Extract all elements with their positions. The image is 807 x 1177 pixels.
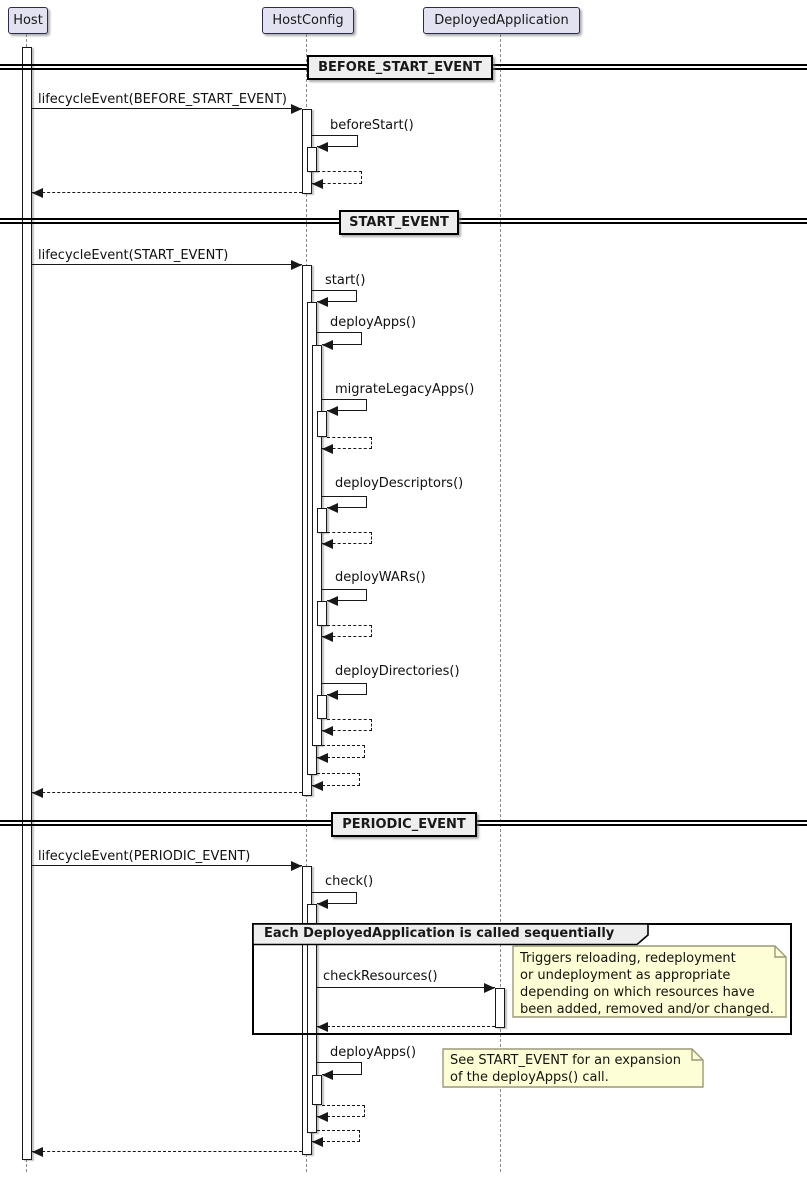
self-return-line <box>322 745 365 746</box>
self-return-line <box>327 532 372 533</box>
participant-hostconfig <box>262 7 354 34</box>
self-call-arrowhead <box>317 899 328 909</box>
hostconfig-activation-periodic-3 <box>312 1075 322 1105</box>
note-trigger-line2: or undeployment as appropriate <box>520 968 731 983</box>
msg-lifecycle-periodic-label: lifecycleEvent(PERIODIC_EVENT) <box>38 849 251 864</box>
group-frame-title: Each DeployedApplication is called sequentially <box>264 926 615 941</box>
self-call-arrowhead <box>327 503 338 513</box>
hostconfig-activation-start-4c <box>317 601 327 626</box>
self-call-arrowhead <box>322 1070 333 1080</box>
msg-deploy-directories-label: deployDirectories() <box>335 664 460 679</box>
divider-before-start-event <box>307 55 493 80</box>
self-return-line <box>317 1130 360 1131</box>
self-call-line <box>322 496 367 497</box>
participant-host-label: Host <box>13 13 43 28</box>
self-call-arrowhead <box>327 596 338 606</box>
return-to-host-periodic <box>32 1151 302 1152</box>
self-return-line <box>327 719 372 720</box>
self-return-arrowhead <box>322 632 333 642</box>
hostconfig-activation-start-4a <box>317 411 327 437</box>
self-call-arrowhead <box>322 340 333 350</box>
note-trigger-text <box>520 950 774 1018</box>
note-trigger-line3: depending on which resources have <box>520 985 755 1000</box>
host-activation-bar <box>22 47 32 1160</box>
self-call-line <box>317 332 362 333</box>
msg-check-resources-return <box>317 1026 495 1027</box>
hostconfig-activation-start-3 <box>312 345 322 746</box>
self-return-arrowhead <box>312 179 323 189</box>
return-to-host-before <box>32 192 302 193</box>
hostconfig-activation-start-4d <box>317 695 327 719</box>
self-call-line <box>317 1062 362 1063</box>
self-call-line <box>322 589 367 590</box>
hostconfig-activation-start-4b <box>317 508 327 533</box>
self-call-arrowhead <box>327 690 338 700</box>
msg-check-resources-label: checkResources() <box>323 969 438 984</box>
self-return-arrowhead <box>322 539 333 549</box>
hostconfig-activation-before-2 <box>307 147 317 172</box>
self-call-line <box>312 290 357 291</box>
note-see-start-line1: See START_EVENT for an expansion <box>450 1053 681 1068</box>
self-call-line <box>312 892 357 893</box>
participant-deployedapplication-label: DeployedApplication <box>434 13 569 28</box>
self-call-line <box>322 399 367 400</box>
participant-deployedapplication <box>423 7 580 34</box>
msg-lifecycle-periodic-arrowhead <box>291 861 302 871</box>
self-return-arrowhead <box>317 1112 328 1122</box>
divider-periodic-label: PERIODIC_EVENT <box>342 817 466 832</box>
msg-check-resources-arrowhead <box>484 983 495 993</box>
note-see-start-text <box>450 1052 681 1086</box>
self-return-arrowhead <box>312 781 323 791</box>
self-return-arrowhead <box>312 1137 323 1147</box>
msg-before-start-label: beforeStart() <box>330 118 414 133</box>
self-call-arrowhead <box>317 142 328 152</box>
msg-check-resources-line <box>317 987 495 988</box>
self-return-arrowhead <box>317 753 328 763</box>
self-return-arrowhead <box>322 726 333 736</box>
self-call-line <box>322 683 367 684</box>
self-return-line <box>327 437 372 438</box>
self-return-arrowhead <box>322 444 333 454</box>
return-arrowhead <box>32 188 43 198</box>
self-return-line <box>317 773 360 774</box>
msg-lifecycle-before-line <box>32 108 302 109</box>
participant-host <box>8 7 48 34</box>
return-arrowhead <box>317 1022 328 1032</box>
self-call-arrowhead <box>327 406 338 416</box>
self-call-line <box>312 135 358 136</box>
return-arrowhead <box>32 788 43 798</box>
msg-lifecycle-start-line <box>32 264 302 265</box>
participant-hostconfig-label: HostConfig <box>272 13 344 28</box>
msg-migrate-legacy-apps-label: migrateLegacyApps() <box>335 382 475 397</box>
msg-deploy-descriptors-label: deployDescriptors() <box>335 476 464 491</box>
msg-deploy-wars-label: deployWARs() <box>335 570 426 585</box>
return-to-host-start <box>32 792 302 793</box>
self-return-line <box>317 171 362 172</box>
note-trigger-line4: been added, removed and/or changed. <box>520 1002 774 1017</box>
msg-lifecycle-start-arrowhead <box>291 260 302 270</box>
return-arrowhead <box>32 1147 43 1157</box>
msg-lifecycle-before-label: lifecycleEvent(BEFORE_START_EVENT) <box>38 92 287 107</box>
msg-check-label: check() <box>325 874 374 889</box>
self-return-line <box>322 1105 365 1106</box>
msg-deploy-apps-periodic-label: deployApps() <box>330 1045 417 1060</box>
deployedapplication-activation-bar <box>495 988 505 1028</box>
self-call-arrowhead <box>317 297 328 307</box>
divider-before-start-label: BEFORE_START_EVENT <box>318 60 482 75</box>
msg-lifecycle-periodic-line <box>32 865 302 866</box>
divider-periodic-event <box>331 812 477 837</box>
note-trigger-line1: Triggers reloading, redeployment <box>520 951 736 966</box>
msg-lifecycle-before-arrowhead <box>291 104 302 114</box>
divider-start-event <box>339 210 459 235</box>
note-see-start-line2: of the deployApps() call. <box>450 1070 609 1085</box>
divider-start-label: START_EVENT <box>349 215 449 230</box>
msg-deploy-apps-label: deployApps() <box>330 315 417 330</box>
msg-start-label: start() <box>325 273 366 288</box>
self-return-line <box>327 625 372 626</box>
msg-lifecycle-start-label: lifecycleEvent(START_EVENT) <box>38 248 229 263</box>
